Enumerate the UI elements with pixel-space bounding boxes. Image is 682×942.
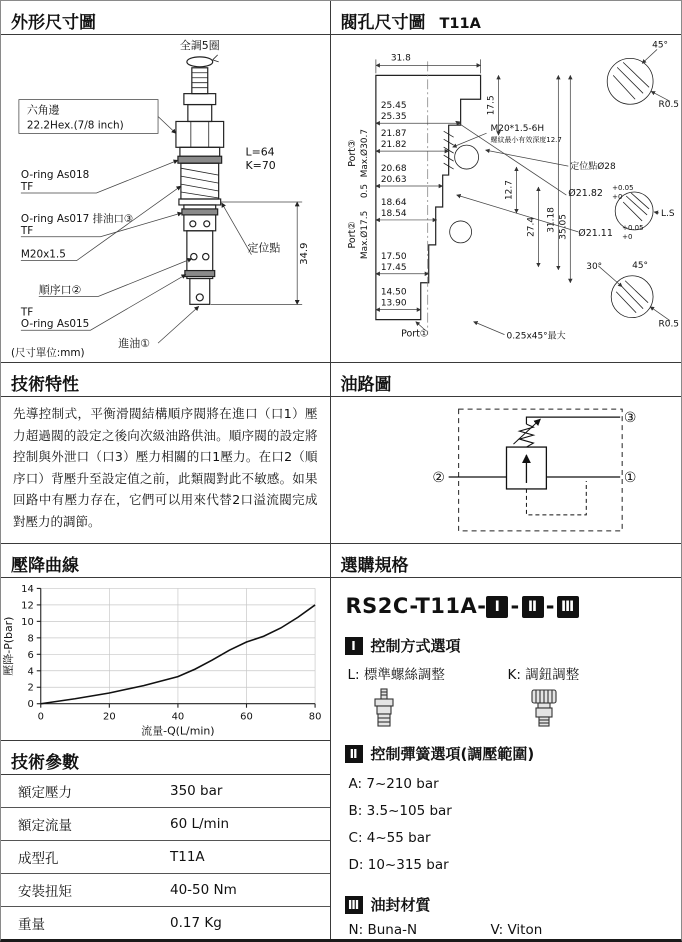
screw-adjust-icon	[362, 688, 406, 728]
features-title-text: 技術特性	[11, 375, 79, 395]
param-row	[1, 907, 330, 939]
label-hex-size: 22.2Hex.(7/8 inch)	[26, 119, 124, 132]
dim-35-05-depth: 35.05	[557, 214, 568, 240]
chart-y-axis-label: 壓降-P(bar)	[1, 616, 15, 676]
spring-option: D: 10~315 bar	[348, 857, 449, 873]
spring-range-list	[331, 771, 681, 879]
section-1-chip: Ⅰ	[345, 637, 363, 655]
svg-text:10: 10	[21, 616, 34, 628]
seal-material-header	[345, 894, 681, 915]
cavity-title-text: 閥孔尺寸圖	[340, 13, 426, 33]
param-value: 350 bar	[170, 783, 223, 799]
model-code-1: Ⅰ	[486, 596, 508, 618]
svg-text:80: 80	[308, 711, 322, 723]
outline-section-title	[1, 1, 330, 35]
left-column	[1, 1, 331, 939]
seal-material-section	[331, 894, 681, 938]
params-title-text: 技術參數	[11, 753, 79, 773]
param-value: 40-50 Nm	[170, 882, 237, 898]
control-option-k-label: K: 調鈕調整	[507, 667, 580, 683]
label-dim-L: L=64	[245, 145, 275, 159]
param-value: 0.17 Kg	[170, 915, 222, 931]
angle-30: 30°	[585, 261, 602, 272]
label-chamfer: 0.25x45°最大	[506, 331, 566, 342]
control-option-k	[508, 663, 668, 728]
seal-material-heading: 油封材質	[370, 896, 431, 914]
label-thread-m20: M20x1.5	[20, 248, 66, 261]
dim-17-45: 17.45	[380, 262, 407, 273]
param-value: T11A	[170, 849, 205, 865]
label-max-dia-30-7: Max.Ø30.7	[359, 128, 370, 178]
right-column	[331, 1, 681, 939]
svg-text:4: 4	[27, 666, 34, 678]
label-locating-point: 定位點	[247, 241, 281, 255]
dim-31-8: 31.8	[390, 53, 411, 64]
dim-0-5: 0.5	[359, 183, 370, 199]
label-port-3: Port③	[346, 139, 358, 167]
cavity-code: T11A	[439, 16, 481, 32]
circuit-port-3: ③	[623, 410, 636, 427]
param-label: 額定流量	[18, 818, 72, 834]
label-oring-018: O-ring As018	[20, 169, 90, 182]
label-hex-flats: 六角邊	[26, 103, 60, 117]
label-sequence-port: 順序口②	[38, 283, 82, 297]
spring-range-header	[345, 743, 681, 764]
section-3-chip: Ⅲ	[345, 896, 363, 914]
dim-25-35: 25.35	[380, 112, 407, 123]
seal-option-v: V: Viton	[490, 922, 543, 938]
param-value: 60 L/min	[170, 816, 229, 832]
label-inlet-port: 進油①	[118, 337, 150, 351]
label-tf-1: TF	[20, 181, 34, 194]
control-options	[331, 663, 681, 728]
curve-chart-area	[1, 578, 330, 740]
label-ls: L.S	[660, 208, 675, 219]
circuit-drawing-area	[331, 397, 681, 543]
dim-20-63: 20.63	[380, 175, 407, 186]
outline-drawing-area	[1, 35, 330, 361]
ordering-body	[331, 578, 681, 938]
svg-text:40: 40	[171, 711, 185, 723]
dim-27-4-depth: 27.4	[525, 216, 536, 237]
circuit-symbol	[448, 409, 622, 531]
dim-20-68: 20.68	[380, 164, 407, 175]
label-dim-K: K=70	[245, 159, 276, 173]
dim-17-50: 17.50	[380, 251, 407, 262]
label-locating-dia-28: 定位點Ø28	[569, 162, 616, 173]
model-prefix: RS2C-T11A-	[345, 594, 487, 618]
seal-material-options	[331, 922, 681, 938]
model-dash: -	[510, 594, 520, 618]
curve-title-text: 壓降曲線	[11, 556, 79, 576]
dia-21-82: Ø21.82	[567, 188, 603, 200]
circuit-title-text: 油路圖	[340, 375, 392, 395]
tol-21-11-lo: +0	[621, 232, 632, 241]
dim-21-82: 21.82	[380, 140, 407, 151]
outline-labels	[11, 38, 310, 359]
svg-text:6: 6	[27, 649, 34, 661]
control-type-heading: 控制方式選項	[370, 637, 461, 655]
label-port-1: Port①	[400, 328, 428, 340]
features-paragraph: 先導控制式，平衡滑閥結構順序閥將在進口（口1）壓力超過閥的設定之後向次級油路供油。順序閥的設定將控制與外泄口（口3）壓力相關的口1壓力。在口2（順序口）背壓升至設定值之前，此類閥對此不敏感。如果回路中有壓力存在，它們可以用來代替2口溢流閥完成對壓力的調節。	[13, 406, 318, 529]
tol-21-82-lo: +0	[611, 192, 622, 201]
dim-25-45: 25.45	[380, 101, 407, 112]
label-oring-017: O-ring As017 排油口③	[20, 212, 134, 225]
svg-text:0: 0	[27, 699, 34, 711]
label-tf-3: TF	[20, 306, 34, 319]
label-unit-note: (尺寸單位:mm)	[10, 347, 85, 360]
ordering-title-text: 選購規格	[340, 556, 409, 576]
model-code-3: Ⅲ	[557, 596, 579, 618]
svg-text:60: 60	[240, 711, 253, 723]
angle-45-bottom: 45°	[631, 260, 648, 271]
svg-text:2: 2	[27, 682, 34, 694]
outline-dimensions-section	[1, 1, 330, 363]
outline-title-text: 外形尺寸圖	[11, 13, 96, 33]
radius-0-5-bottom: R0.5	[658, 319, 679, 330]
param-label: 重量	[18, 917, 45, 933]
angle-45-top: 45°	[651, 40, 668, 51]
params-table	[1, 775, 330, 939]
control-type-section	[331, 635, 681, 728]
circuit-port-2: ②	[431, 469, 445, 486]
seal-option-n: N: Buna-N	[348, 922, 418, 938]
svg-text:0: 0	[37, 711, 44, 723]
param-row	[1, 841, 330, 874]
spring-range-heading: 控制彈簧選項(調壓範圍)	[370, 745, 535, 763]
param-label: 安裝扭矩	[18, 884, 72, 900]
features-section	[1, 363, 330, 544]
param-label: 額定壓力	[18, 785, 72, 801]
chart-x-axis-label: 流量-Q(L/min)	[141, 724, 215, 738]
model-code-line	[331, 578, 681, 620]
valve-outline-drawing	[1, 35, 329, 361]
spring-option: B: 3.5~105 bar	[348, 803, 452, 819]
ordering-section	[331, 544, 681, 939]
label-oring-015: O-ring As015	[20, 318, 90, 331]
dim-18-64: 18.64	[380, 197, 407, 208]
spring-option: C: 4~55 bar	[348, 830, 431, 846]
svg-text:12: 12	[21, 600, 34, 612]
knob-adjust-icon	[522, 688, 566, 728]
param-row	[1, 874, 330, 907]
cavity-drawing-area	[331, 35, 681, 361]
features-section-title	[1, 363, 330, 397]
pressure-drop-chart	[1, 578, 329, 740]
circuit-port-1: ①	[623, 469, 636, 486]
label-thread-note: 螺紋最小有效深度12.7	[490, 136, 562, 145]
params-section-title	[1, 741, 330, 775]
tol-21-11-hi: +0.05	[621, 223, 644, 232]
param-label: 成型孔	[18, 851, 59, 867]
param-row	[1, 808, 330, 841]
dim-14-50: 14.50	[380, 287, 407, 298]
control-option-l	[348, 663, 508, 728]
tol-21-82-hi: +0.05	[611, 184, 634, 193]
label-port-2: Port②	[346, 221, 358, 249]
cavity-dimensions-section	[331, 1, 681, 363]
control-type-header	[345, 635, 681, 656]
label-tf-2: TF	[20, 224, 34, 237]
dim-21-87: 21.87	[380, 129, 407, 140]
section-2-chip: Ⅱ	[345, 745, 363, 763]
param-row	[1, 775, 330, 808]
cavity-labels	[346, 40, 678, 341]
dim-12-7-depth: 12.7	[503, 180, 514, 201]
svg-text:14: 14	[21, 583, 34, 595]
valve-body-geometry	[176, 55, 224, 304]
svg-text:20: 20	[103, 711, 116, 723]
ordering-section-title	[331, 544, 681, 578]
label-max-dia-17-5: Max.Ø17.5	[359, 210, 370, 260]
cavity-drawing	[331, 35, 681, 361]
dim-13-90: 13.90	[380, 298, 407, 309]
svg-text:8: 8	[27, 633, 34, 645]
tech-params-section	[1, 741, 330, 939]
dim-31-18-depth: 31.18	[545, 207, 556, 233]
cavity-section-title	[331, 1, 681, 35]
label-adjust-turns: 全調5圈	[179, 38, 220, 52]
control-option-l-label: L: 標準螺絲調整	[347, 667, 445, 683]
label-thread-spec: M20*1.5-6H	[490, 124, 544, 135]
circuit-section-title	[331, 363, 681, 397]
spring-range-section	[331, 743, 681, 879]
circuit-section	[331, 363, 681, 544]
model-code-2: Ⅱ	[522, 596, 544, 618]
label-dim-34-9: 34.9	[299, 242, 311, 265]
spring-option: A: 7~210 bar	[348, 776, 439, 792]
dim-18-54: 18.54	[380, 208, 407, 219]
pressure-curve-section	[1, 544, 330, 741]
curve-section-title	[1, 544, 330, 578]
dim-17-5-depth: 17.5	[486, 95, 497, 116]
model-dash: -	[545, 594, 555, 618]
radius-0-5-top: R0.5	[658, 100, 679, 111]
dia-21-11: Ø21.11	[577, 227, 613, 239]
hydraulic-circuit-diagram	[331, 397, 681, 543]
